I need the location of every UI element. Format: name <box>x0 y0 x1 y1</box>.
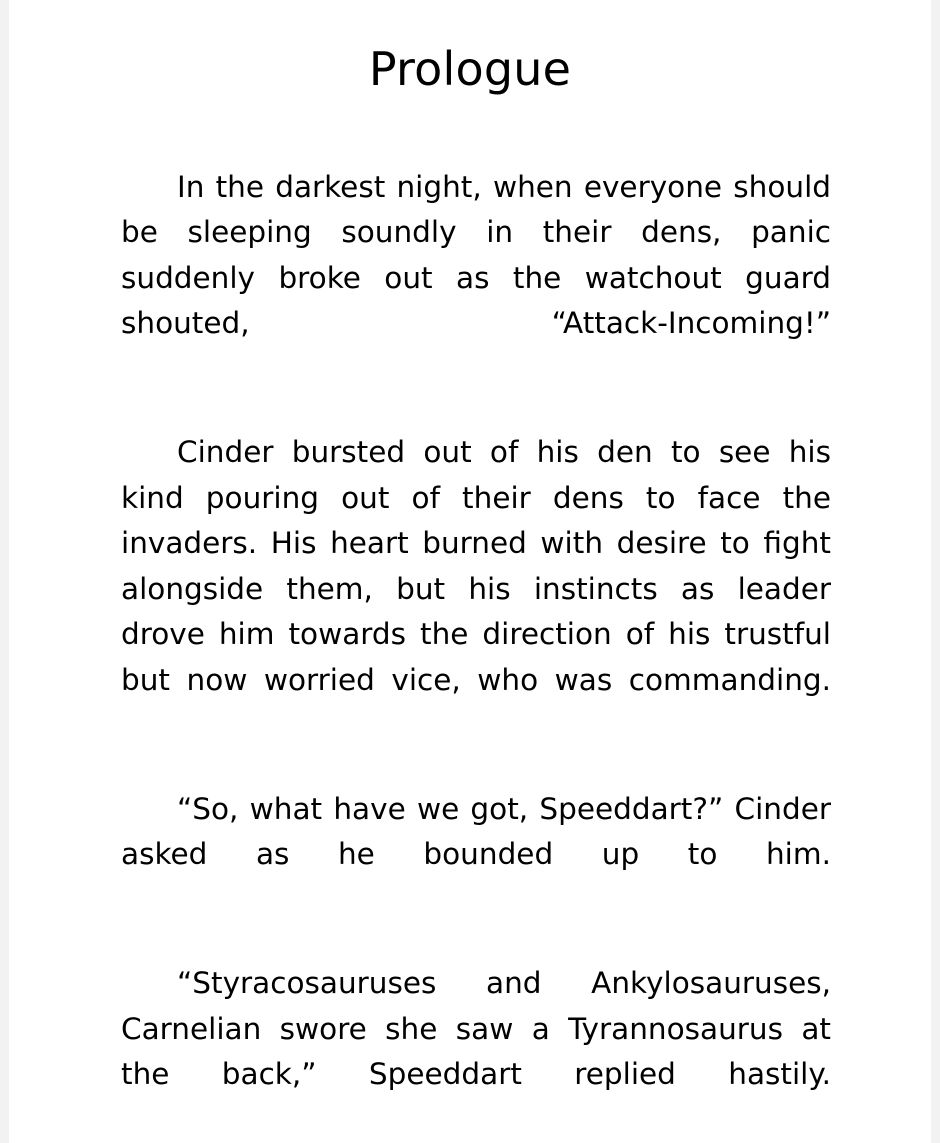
paragraph: “So, what have we got, Speeddart?” Cinder asked as he bounded up to him. <box>121 791 831 872</box>
document-body <box>9 165 931 1143</box>
paragraph: “Styracosauruses and Ankylosauruses, Carnelian swore she saw a Tyrannosaurus at the back,” Speeddart replied hastily. <box>121 966 831 1092</box>
page-title: Prologue <box>368 42 572 96</box>
paragraph: In the darkest night, when everyone should be sleeping soundly in their dens, panic suddenly broke out as the watchout guard shouted, “Attack-Incoming!” <box>121 169 831 341</box>
document-page <box>9 0 931 1143</box>
paragraph: Cinder bursted out of his den to see his kind pouring out of their dens to face the invaders. His heart burned with desire to fight alongside them, but his instincts as leader drove him towards the direction of his trustful but now worried vice, who was commanding. <box>121 435 831 697</box>
